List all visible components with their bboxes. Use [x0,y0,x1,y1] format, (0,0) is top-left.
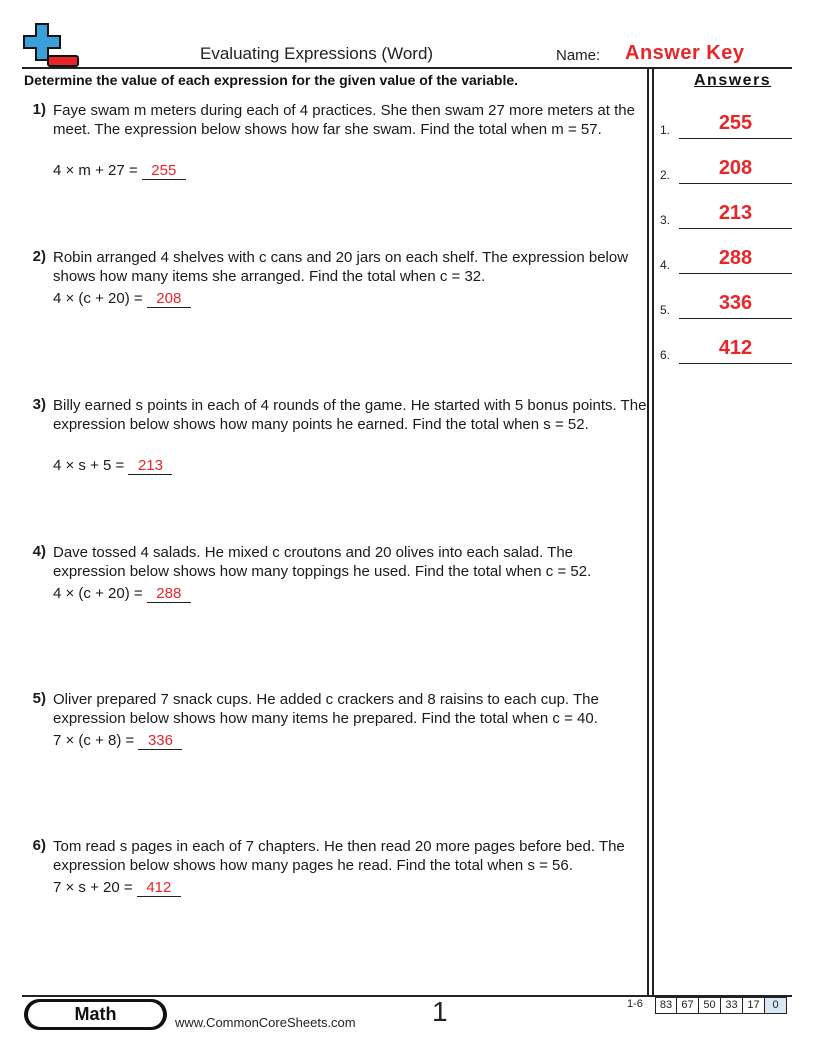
answer-number: 5. [660,303,671,317]
problem-text: Faye swam m meters during each of 4 practices. She then swam 27 more meters at the meet. The expression below shows how far she swam. Find the total when m = 57. [53,102,635,138]
answer-number: 3. [660,213,671,227]
problem-number: 2) [32,248,46,265]
problem-expression [53,585,191,603]
subject-badge [24,999,167,1030]
score-cell: 17 [743,997,765,1014]
expression-text: 7 × (c + 8) = [53,732,135,749]
instructions: Determine the value of each expression for the given value of the variable. [24,72,519,88]
answer-value: 336 [718,292,753,314]
score-cell: 33 [721,997,743,1014]
answer-key-label: Answer Key [625,42,745,64]
expression-text: 4 × (c + 20) = [53,290,143,307]
answer-blank: 288 [147,585,191,603]
answer-blank: 213 [128,457,172,475]
answers-header: Answers [694,72,772,89]
answer-number: 2. [660,168,671,182]
page-number: 1 [432,996,448,1027]
problem-number: 3) [32,396,46,413]
expression-text: 7 × s + 20 = [53,879,133,896]
subject-label: Math [28,1002,163,1027]
answer-row-6 [660,334,792,364]
problem-number: 5) [32,690,46,707]
answer-number: 1. [660,123,671,137]
answer-row-1 [660,109,792,139]
answer-row-4 [660,244,792,274]
score-cell: 83 [655,997,677,1014]
problem-text: Dave tossed 4 salads. He mixed c croutons and 20 olives into each salad. The expression below shows how many toppings he used. Find the total when c = 52. [53,544,592,580]
problem-number: 6) [32,837,46,854]
score-cell: 67 [677,997,699,1014]
problem-number: 1) [32,101,46,118]
answer-line [679,228,792,229]
score-cell: 50 [699,997,721,1014]
answer-blank: 336 [138,732,182,750]
problem-text: Robin arranged 4 shelves with c cans and 20 jars on each shelf. The expression below shows how many items she arranged. Find the total when c = 32. [53,249,629,285]
answer-line [679,183,792,184]
answer-line [679,138,792,139]
answer-line [679,363,792,364]
answer-value: 213 [718,202,753,224]
answer-line [679,273,792,274]
problem-expression [53,457,172,475]
answer-value: 288 [718,247,753,269]
answer-line [679,318,792,319]
problem-text: Tom read s pages in each of 7 chapters. He then read 20 more pages before bed. The expression below shows how many pages he read. Find the total when s = 56. [53,838,625,874]
answer-value: 412 [718,337,753,359]
answer-blank: 412 [137,879,181,897]
answer-row-5 [660,289,792,319]
problem-expression [53,290,191,308]
answer-row-2 [660,154,792,184]
column-divider [652,69,654,995]
problem-expression [53,732,182,750]
name-label: Name: [556,47,601,64]
answer-value: 255 [718,112,753,134]
answer-value: 208 [718,157,753,179]
problem-text: Billy earned s points in each of 4 rounds of the game. He started with 5 bonus points. The expression below shows how many points he earned. Find the total when s = 52. [53,397,647,433]
problem-expression [53,162,186,180]
page-title: Evaluating Expressions (Word) [200,44,434,63]
score-table [655,997,787,1014]
answer-number: 4. [660,258,671,272]
answer-blank: 208 [147,290,191,308]
problem-number: 4) [32,543,46,560]
site-url: www.CommonCoreSheets.com [175,1015,356,1030]
answer-row-3 [660,199,792,229]
problem-text: Oliver prepared 7 snack cups. He added c crackers and 8 raisins to each cup. The expression below shows how many items he prepared. Find the total when c = 40. [53,691,599,727]
problem-range: 1-6 [627,998,643,1010]
top-divider [22,67,792,69]
answer-number: 6. [660,348,671,362]
score-cell: 0 [765,997,787,1014]
problem-expression [53,879,181,897]
expression-text: 4 × m + 27 = [53,162,138,179]
expression-text: 4 × (c + 20) = [53,585,143,602]
expression-text: 4 × s + 5 = [53,457,125,474]
plus-minus-logo-icon [22,22,80,68]
answer-blank: 255 [142,162,186,180]
